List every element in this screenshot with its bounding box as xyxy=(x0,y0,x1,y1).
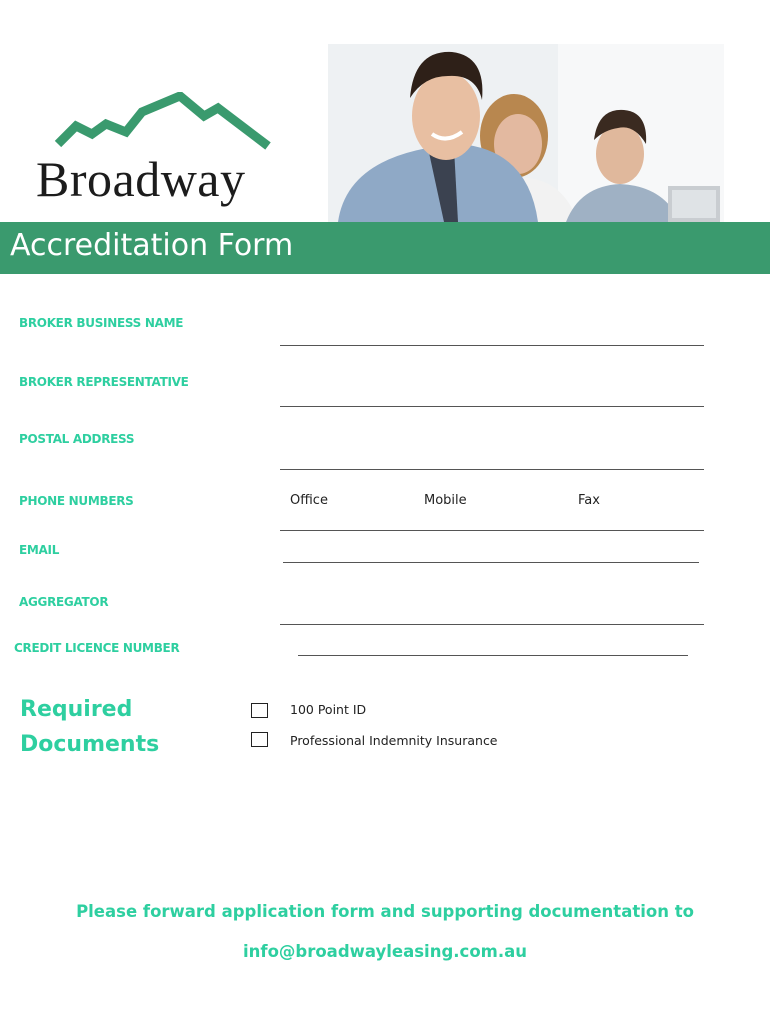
page-title: Accreditation Form xyxy=(10,228,294,263)
input-line-broker-representative[interactable] xyxy=(280,406,704,407)
label-broker-representative: BROKER REPRESENTATIVE xyxy=(19,375,189,389)
footer-email-link[interactable]: info@broadwayleasing.com.au xyxy=(242,942,527,961)
phone-type-office: Office xyxy=(290,493,328,508)
brand-name: Broadway xyxy=(36,151,246,207)
phone-type-mobile: Mobile xyxy=(424,493,467,508)
input-line-broker-business-name[interactable] xyxy=(280,345,704,346)
input-line-credit-licence-number[interactable] xyxy=(298,655,688,656)
checkbox-professional-indemnity[interactable] xyxy=(251,732,268,747)
input-line-email[interactable] xyxy=(283,562,699,563)
label-email: EMAIL xyxy=(19,543,60,557)
label-aggregator: AGGREGATOR xyxy=(19,595,109,609)
checkbox-label-100-point-id: 100 Point ID xyxy=(290,702,367,717)
label-broker-business-name: BROKER BUSINESS NAME xyxy=(19,316,184,330)
footer-instruction: Please forward application form and supporting documentation to xyxy=(76,902,694,921)
checkbox-100-point-id[interactable] xyxy=(251,703,268,718)
checkbox-label-professional-indemnity: Professional Indemnity Insurance xyxy=(290,733,498,748)
title-banner xyxy=(0,222,770,274)
required-heading-line2: Documents xyxy=(20,732,160,757)
phone-type-fax: Fax xyxy=(578,493,600,508)
input-line-postal-address[interactable] xyxy=(280,469,704,470)
label-phone-numbers: PHONE NUMBERS xyxy=(19,494,134,508)
label-postal-address: POSTAL ADDRESS xyxy=(19,432,135,446)
required-heading-line1: Required xyxy=(20,697,133,722)
input-line-aggregator[interactable] xyxy=(280,624,704,625)
header-photo xyxy=(328,44,724,222)
label-credit-licence-number: CREDIT LICENCE NUMBER xyxy=(14,641,180,655)
input-line-phone-numbers[interactable] xyxy=(280,530,704,531)
